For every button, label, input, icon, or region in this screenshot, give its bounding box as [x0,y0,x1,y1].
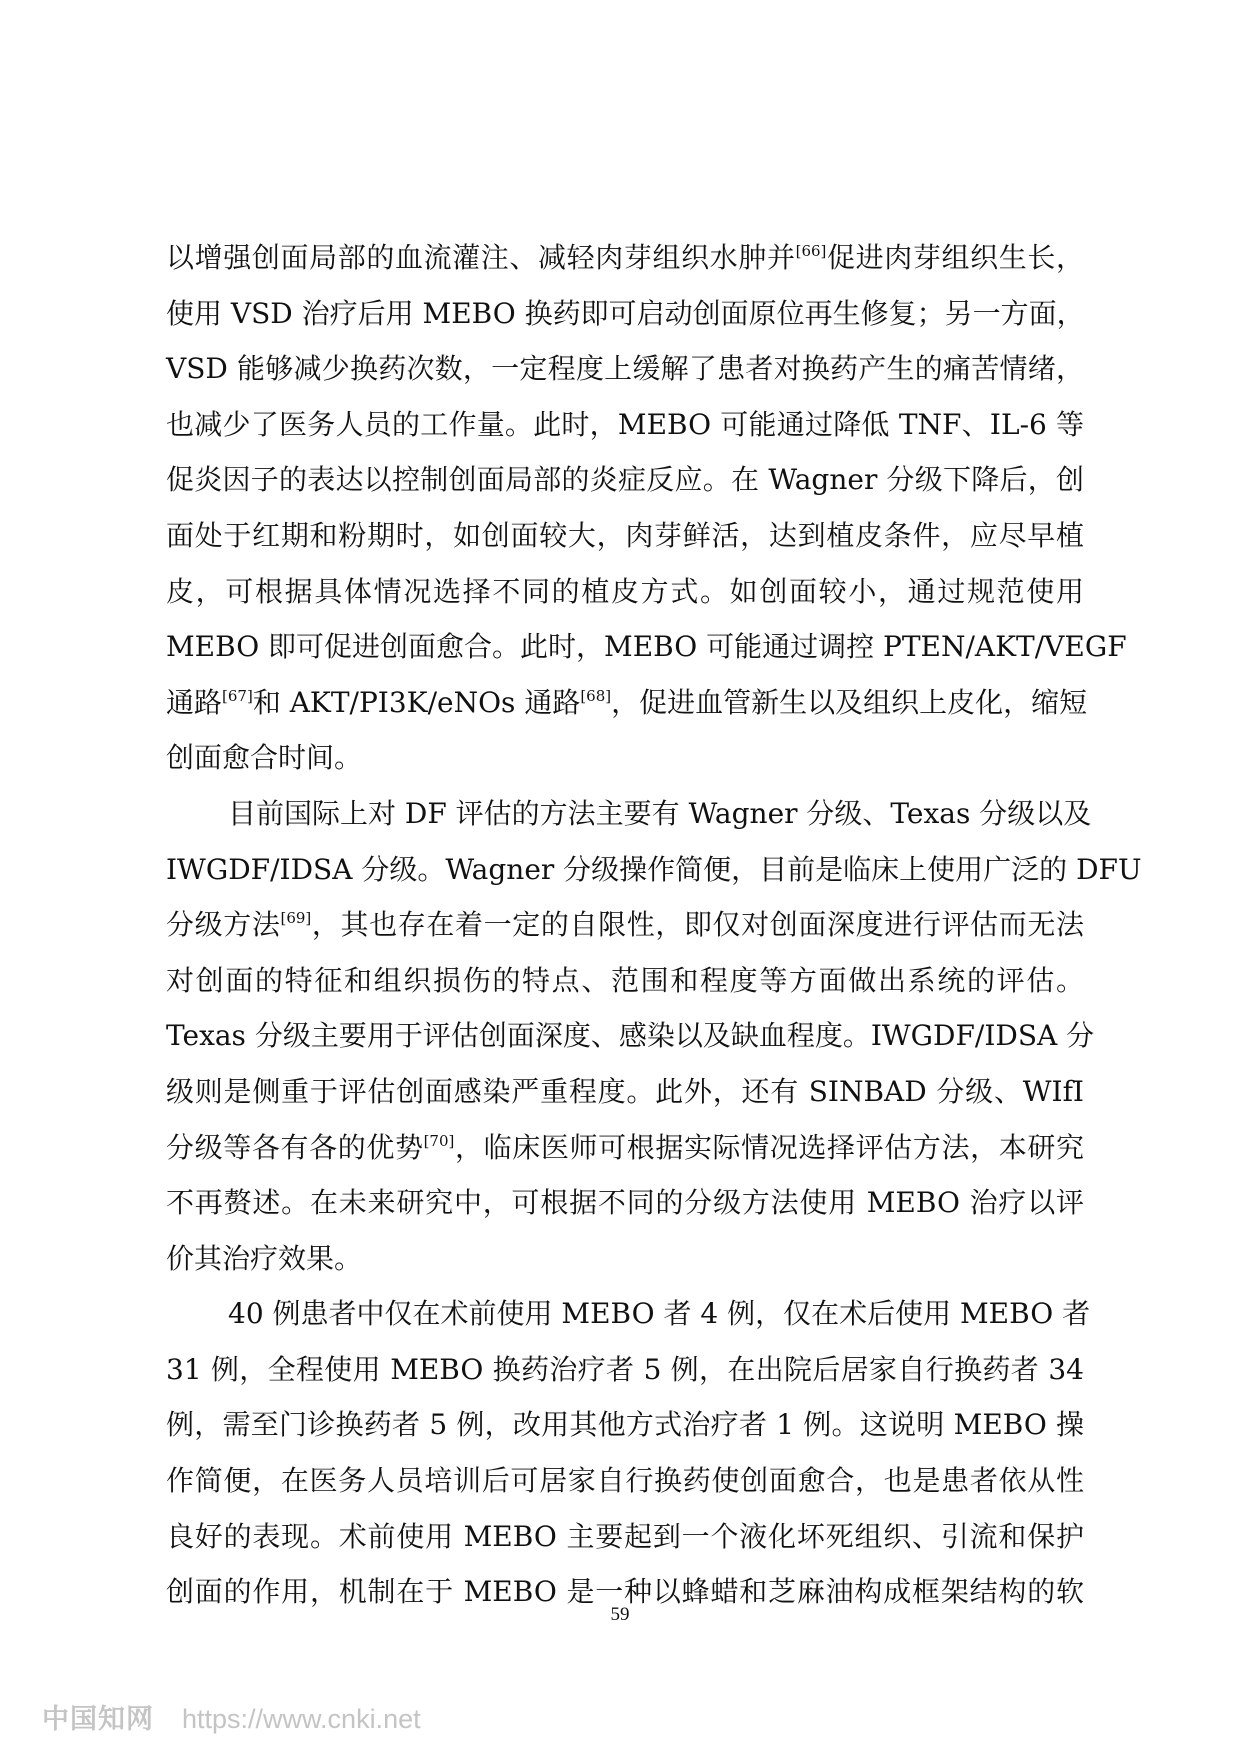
text-run: 分级方法 [166,908,281,942]
text-line [166,786,1092,842]
text-line [166,1120,1084,1176]
citation-ref: [69] [280,909,312,928]
text-run: 和 AKT/PI3K/eNOs 通路 [252,685,581,719]
text-run: 以增强创面局部的血流灌注、减轻肉芽组织水肿并 [166,241,796,274]
text-line [166,897,1084,953]
citation-ref: [70] [423,1131,455,1150]
text-line [166,397,1084,453]
text-run: 例，需至门诊换药者 5 例，改用其他方式治疗者 1 例。这说明 MEBO 操 [166,1408,1084,1442]
text-line [166,1008,1095,1064]
text-run: 级则是侧重于评估创面感染严重程度。此外，还有 SINBAD 分级、WIfI [166,1074,1084,1108]
text-run: 通路 [166,685,223,719]
text-run: 创面愈合时间。 [166,741,363,775]
text-run: 皮，可根据具体情况选择不同的植皮方式。如创面较小，通过规范使用 [166,574,1084,608]
text-line [166,1509,1084,1565]
text-line [166,619,1127,675]
text-run: 促进肉芽组织生长， [826,241,1084,274]
text-run: 良好的表现。术前使用 MEBO 主要起到一个液化坏死组织、引流和保护 [166,1519,1084,1553]
text-line [166,1175,1084,1231]
text-run: ，其也存在着一定的自限性，即仅对创面深度进行评估而无法 [311,908,1084,942]
text-line [166,452,1084,508]
text-run: Texas 分级主要用于评估创面深度、感染以及缺血程度。IWGDF/IDSA 分 [166,1019,1095,1053]
text-run: VSD 能够减少换药次数，一定程度上缓解了患者对换药产生的痛苦情绪， [166,352,1084,386]
body-text [166,230,1142,1620]
text-run: 不再赘述。在未来研究中，可根据不同的分级方法使用 MEBO 治疗以评 [166,1186,1084,1220]
text-line [166,730,1084,786]
text-line [166,1397,1084,1453]
text-run: 创面的作用，机制在于 MEBO 是一种以蜂蜡和芝麻油构成框架结构的软 [166,1575,1084,1609]
text-line [166,1231,1084,1287]
text-line [166,1064,1084,1120]
text-line [166,508,1084,564]
text-run: ，促进血管新生以及组织上皮化，缩短 [611,685,1088,719]
text-run: 促炎因子的表达以控制创面局部的炎症反应。在 Wagner 分级下降后，创 [166,463,1084,497]
citation-ref: [66] [795,242,827,260]
text-line [166,1342,1084,1398]
text-line [166,1286,1091,1342]
text-line [166,842,1142,898]
text-run: 使用 VSD 治疗后用 MEBO 换药即可启动创面原位再生修复；另一方面， [166,296,1085,330]
text-line [166,953,1084,1009]
text-run: 价其治疗效果。 [166,1241,363,1275]
text-run: MEBO 即可促进创面愈合。此时，MEBO 可能通过调控 PTEN/AKT/VEGF [166,630,1127,664]
citation-ref: [68] [580,686,612,705]
text-line [166,675,1088,731]
text-run: 31 例，全程使用 MEBO 换药治疗者 5 例，在出院后居家自行换药者 34 [166,1352,1084,1386]
text-run: 对创面的特征和组织损伤的特点、范围和程度等方面做出系统的评估。 [166,963,1084,997]
text-run: ，临床医师可根据实际情况选择评估方法，本研究 [454,1130,1084,1164]
text-run: 作简便，在医务人员培训后可居家自行换药使创面愈合，也是患者依从性 [166,1464,1084,1498]
text-run: 面处于红期和粉期时，如创面较大，肉芽鲜活，达到植皮条件，应尽早植 [166,518,1084,552]
text-line [166,564,1084,620]
text-run: 目前国际上对 DF 评估的方法主要有 Wagner 分级、Texas 分级以及 [228,796,1092,830]
text-run: 分级等各有各的优势 [166,1130,424,1164]
cnki-watermark [42,1697,421,1736]
text-run: IWGDF/IDSA 分级。Wagner 分级操作简便，目前是临床上使用广泛的 DFU [166,852,1142,886]
page-number: 59 [610,1604,630,1625]
text-line [166,341,1084,397]
watermark-brand: 中国知网 [42,1704,154,1735]
citation-ref: [67] [222,686,253,705]
text-run: 也减少了医务人员的工作量。此时，MEBO 可能通过降低 TNF、IL-6 等 [166,407,1084,441]
text-run: 40 例患者中仅在术前使用 MEBO 者 4 例，仅在术后使用 MEBO 者 [228,1297,1091,1331]
text-line [166,230,1084,286]
watermark-url: https://www.cnki.net [182,1704,421,1734]
text-line [166,1453,1084,1509]
text-line [166,286,1084,342]
